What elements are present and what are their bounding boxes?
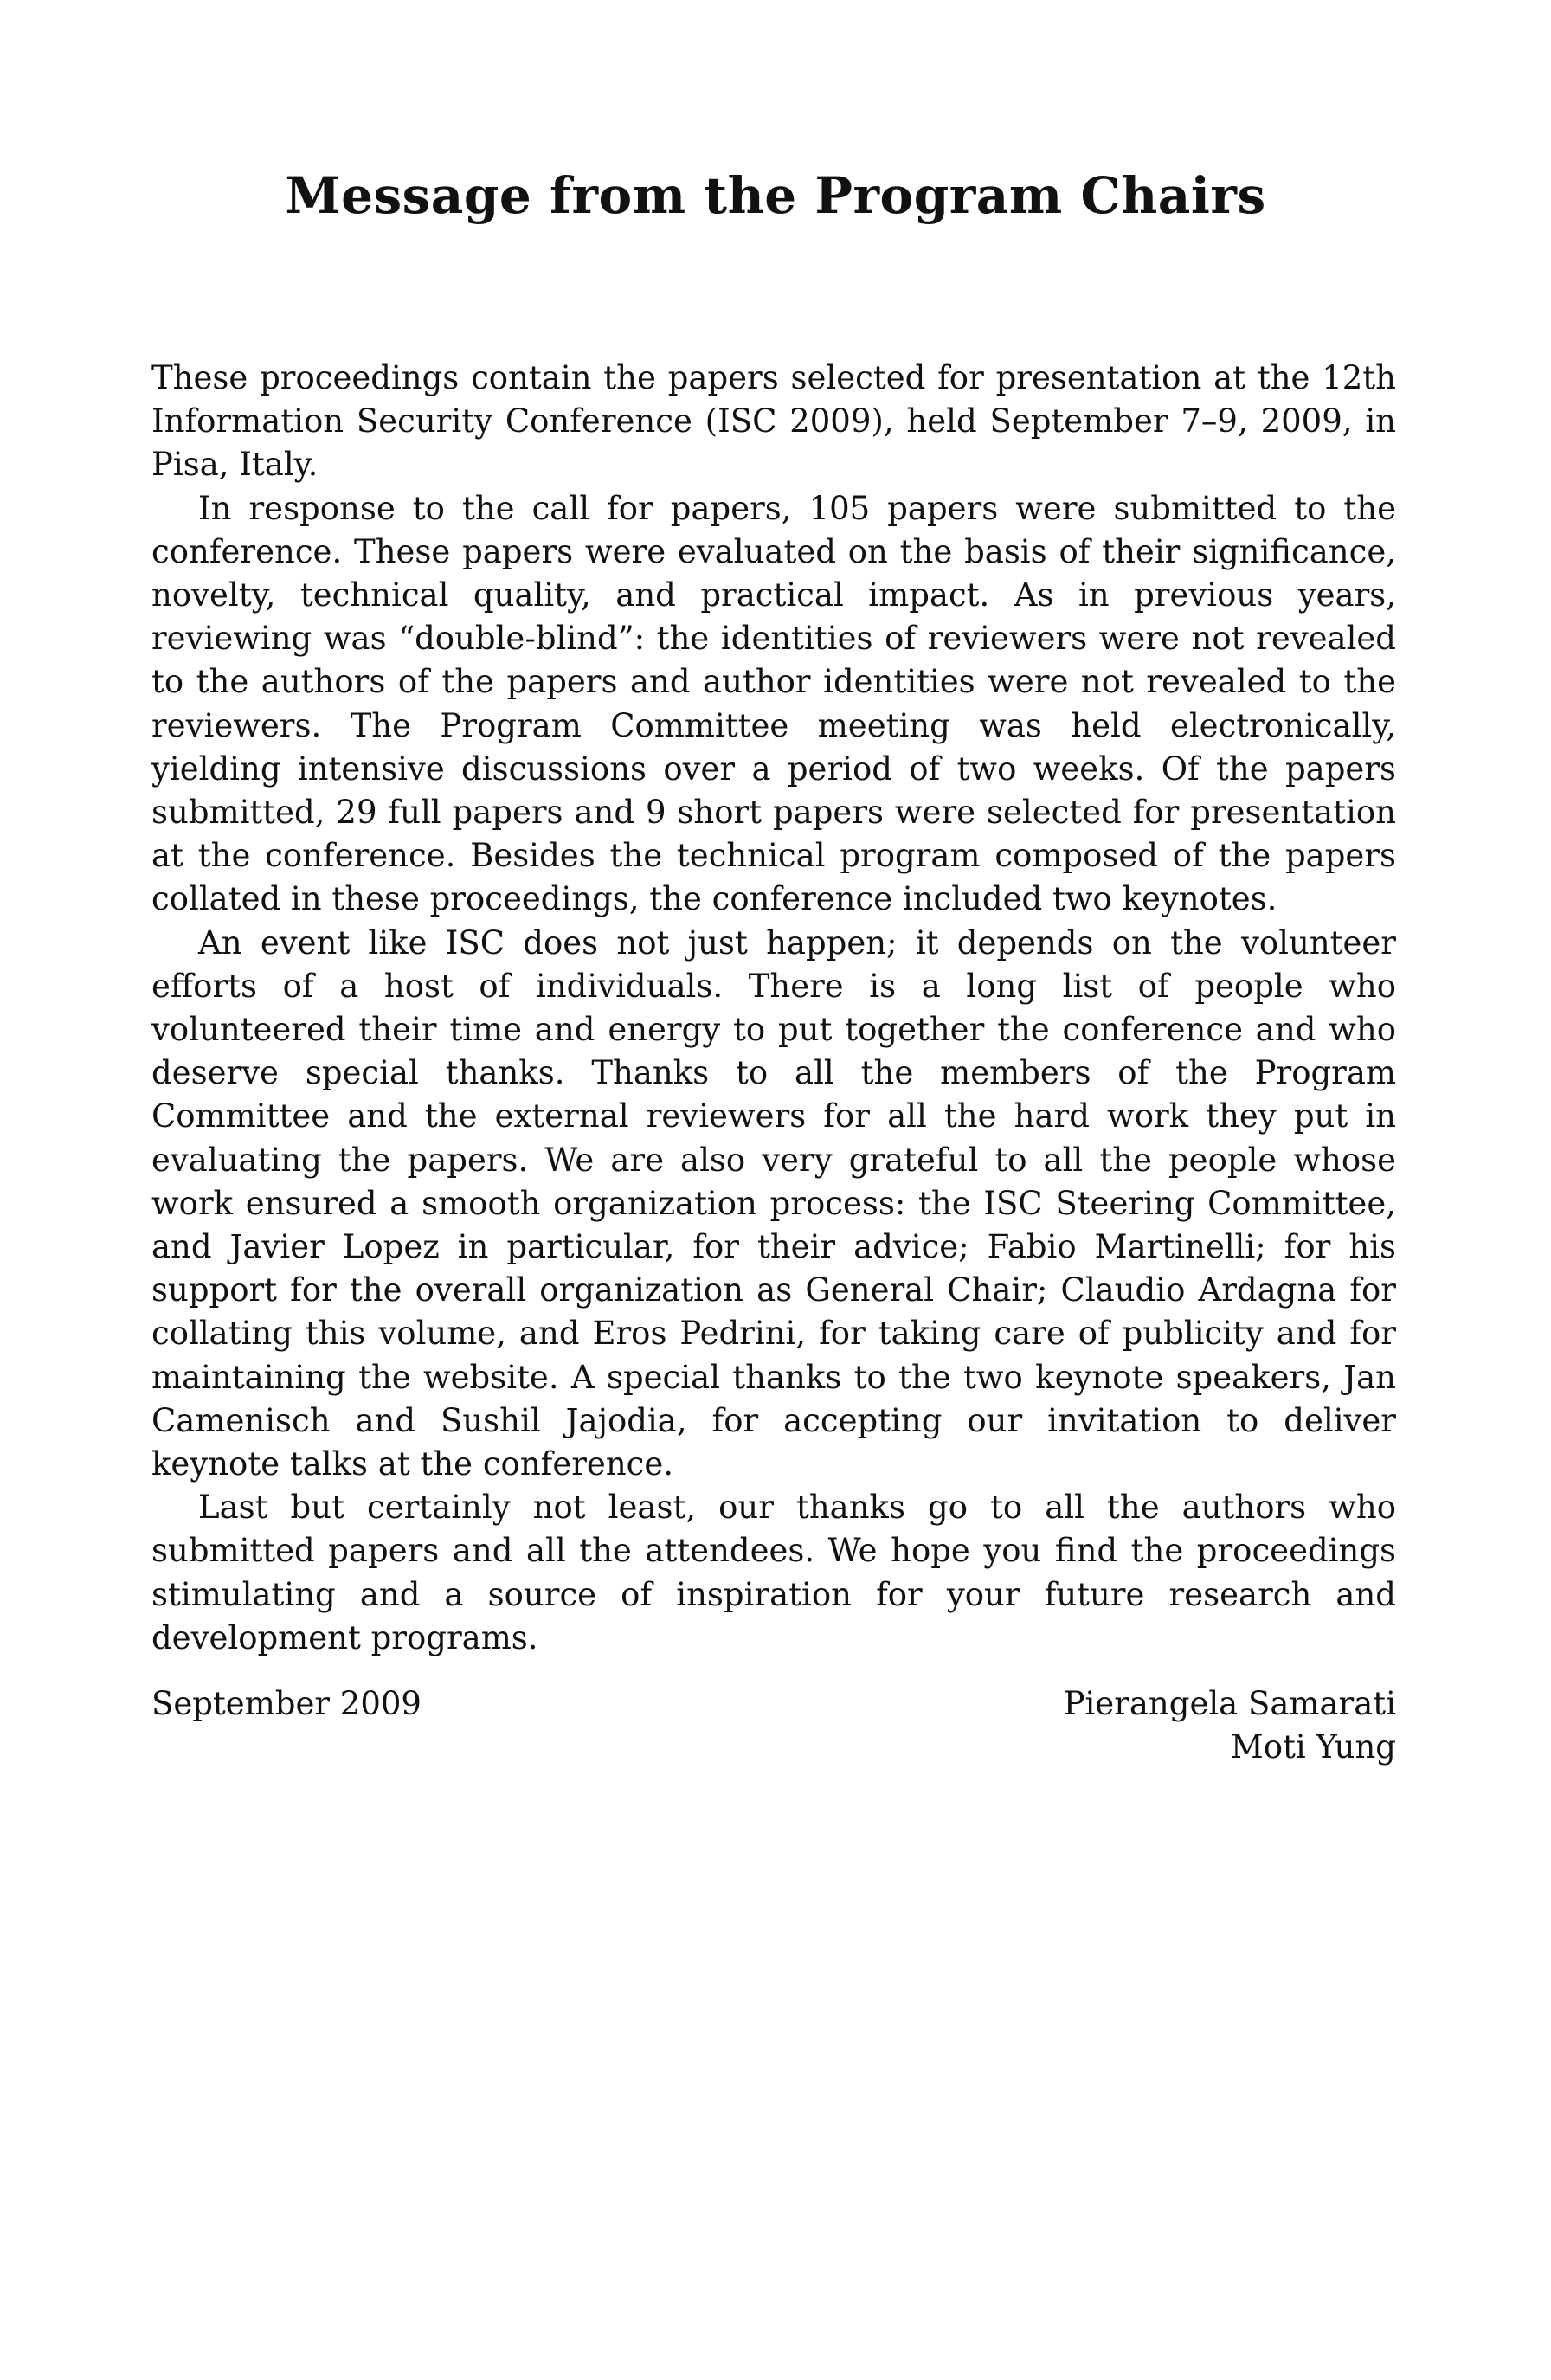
signature-date: September 2009	[151, 1685, 422, 1722]
paragraph-intro: These proceedings contain the papers selected for presentation at the 12th Information Security Conference (ISC 2009), held September 7–9, 2009, in Pisa, Italy.	[151, 359, 1396, 484]
author-name: Pierangela Samarati	[1063, 1685, 1396, 1722]
author-name: Moti Yung	[1230, 1728, 1396, 1766]
paragraph-acknowledgements: An event like ISC does not just happen; it depends on the volunteer efforts of a host of individuals. There is a long list of people who volunteered their time and energy to put together the conference and who deserve special thanks. Thanks to all the members of the Program Committee and the external reviewers for all the hard work they put in evaluating the papers. We are also very grateful to all the people whose work ensured a smooth organization process: the ISC Steering Committee, and Javier Lopez in particular, for their advice; Fabio Martinelli; for his support for the overall organization as General Chair; Claudio Ardagna for collating this volume, and Eros Pedrini, for taking care of publicity and for maintaining the website. A special thanks to the two keynote speakers, Jan Camenisch and Sushil Jajodia, for accepting our invitation to deliver keynote talks at the conference.	[151, 923, 1396, 1483]
paragraph-closing-thanks: Last but certainly not least, our thanks go to all the authors who submitted papers and all the attendees. We hope you find the proceedings stimulating and a source of inspiration for your future research and development programs.	[151, 1489, 1396, 1656]
signature-authors	[1064, 1682, 1396, 1769]
paragraph-review-process: In response to the call for papers, 105 papers were submitted to the conference. These papers were evaluated on the basis of their significance, novelty, technical quality, and practical impact. As in previous years, reviewing was “double-blind”: the identities of reviewers were not revealed to the authors of the papers and author identities were not revealed to the reviewers. The Program Committee meeting was held electronically, yielding intensive discussions over a period of two weeks. Of the papers submitted, 29 full papers and 9 short papers were selected for presentation at the conference. Besides the technical program composed of the papers collated in these proceedings, the conference included two keynotes.	[151, 489, 1396, 918]
message-body	[151, 357, 1396, 1660]
page-title: Message from the Program Chairs	[285, 166, 1266, 225]
